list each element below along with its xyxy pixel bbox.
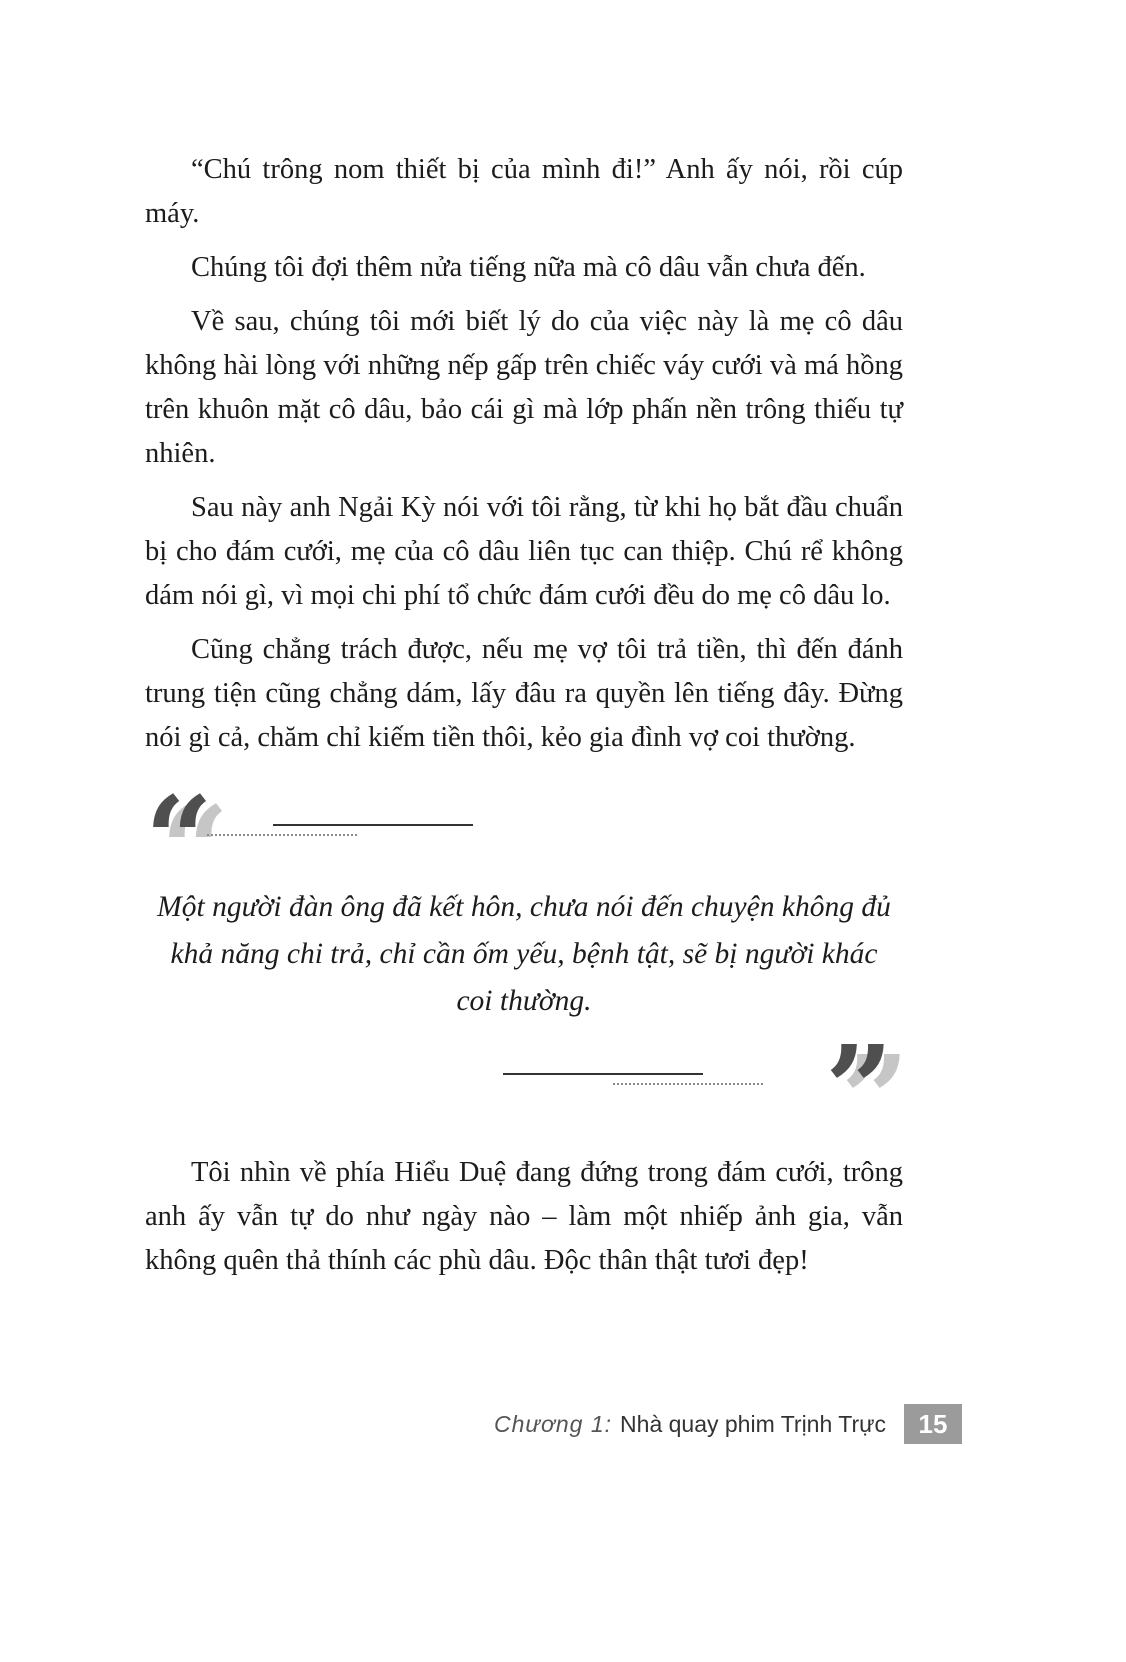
page-number-badge: 15 [904,1404,962,1444]
chapter-title: Nhà quay phim Trịnh Trực [620,1410,886,1437]
dotted-divider-line [613,1083,763,1085]
solid-divider-line [503,1073,703,1075]
paragraph: Chúng tôi đợi thêm nửa tiếng nữa mà cô dâu vẫn chưa đến. [191,252,866,283]
quote-top-decoration [145,770,903,909]
pull-quote [145,770,903,1158]
solid-divider-line [273,824,473,826]
book-page [145,148,903,1293]
paragraph: Tôi nhìn về phía Hiểu Duệ đang đứng trong đám cưới, trông anh ấy vẫn tự do như ngày nào – làm một nhiếp ảnh gia, vẫn không quên thả thính các phù dâu. Độc thân thật tươi đẹp! [145,1157,903,1276]
chapter-label: Chương 1: [494,1410,613,1437]
quote-text: Một người đàn ông đã kết hôn, chưa nói đến chuyện không đủ khả năng chi trả, chỉ cần ốm yếu, bệnh tật, sẽ bị người khác coi thường. [157,891,891,1017]
paragraph: Sau này anh Ngải Kỳ nói với tôi rằng, từ khi họ bắt đầu chuẩn bị cho đám cưới, mẹ của cô dâu liên tục can thiệp. Chú rể không dám nói gì, vì mọi chi phí tổ chức đám cưới đều do mẹ cô dâu lo. [145,492,903,611]
dotted-divider-line [207,834,357,836]
open-quote-icon: “ [145,770,213,909]
page-footer [494,1404,962,1444]
paragraph: Về sau, chúng tôi mới biết lý do của việc này là mẹ cô dâu không hài lòng với những nếp gấp trên chiếc váy cưới và má hồng trên khuôn mặt cô dâu, bảo cái gì mà lớp phấn nền trông thiếu tự nhiên. [145,306,903,469]
paragraph: Cũng chẳng trách được, nếu mẹ vợ tôi trả tiền, thì đến đánh trung tiện cũng chẳng dám, lấy đâu ra quyền lên tiếng đây. Đừng nói gì cả, chăm chỉ kiếm tiền thôi, kẻo gia đình vợ coi thường. [145,634,903,753]
paragraph: “Chú trông nom thiết bị của mình đi!” Anh ấy nói, rồi cúp máy. [145,154,903,229]
quote-bottom-decoration [145,1019,903,1158]
close-quote-icon: ” [825,1019,893,1158]
